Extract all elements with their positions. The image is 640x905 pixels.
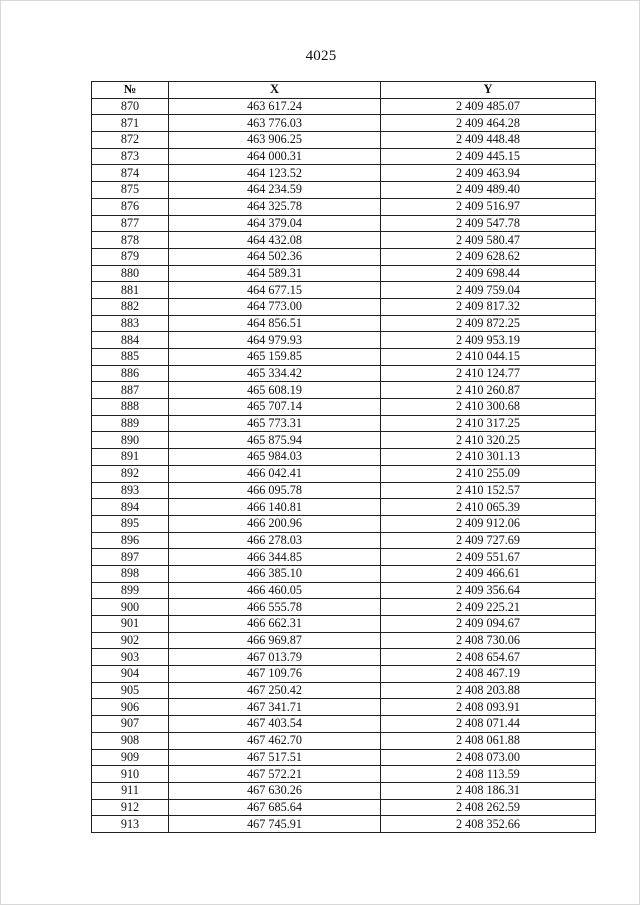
cell-number: 900 xyxy=(92,599,169,616)
cell-x: 465 334.42 xyxy=(169,365,381,382)
cell-number: 872 xyxy=(92,132,169,149)
cell-number: 899 xyxy=(92,582,169,599)
cell-y: 2 409 448.48 xyxy=(381,132,596,149)
cell-number: 896 xyxy=(92,532,169,549)
cell-x: 465 159.85 xyxy=(169,349,381,366)
cell-y: 2 410 152.57 xyxy=(381,482,596,499)
cell-number: 889 xyxy=(92,415,169,432)
cell-number: 870 xyxy=(92,98,169,115)
cell-x: 463 617.24 xyxy=(169,98,381,115)
cell-x: 466 460.05 xyxy=(169,582,381,599)
cell-number: 908 xyxy=(92,732,169,749)
cell-y: 2 408 073.00 xyxy=(381,749,596,766)
table-row xyxy=(92,499,596,516)
cell-y: 2 408 093.91 xyxy=(381,699,596,716)
cell-x: 463 776.03 xyxy=(169,115,381,132)
cell-y: 2 410 065.39 xyxy=(381,499,596,516)
table-row xyxy=(92,582,596,599)
table-row xyxy=(92,465,596,482)
cell-x: 465 875.94 xyxy=(169,432,381,449)
cell-x: 466 344.85 xyxy=(169,549,381,566)
cell-y: 2 410 320.25 xyxy=(381,432,596,449)
table-row xyxy=(92,432,596,449)
cell-y: 2 409 463.94 xyxy=(381,165,596,182)
cell-x: 467 250.42 xyxy=(169,682,381,699)
cell-x: 464 773.00 xyxy=(169,298,381,315)
cell-x: 464 432.08 xyxy=(169,232,381,249)
cell-y: 2 408 186.31 xyxy=(381,782,596,799)
cell-x: 467 403.54 xyxy=(169,716,381,733)
cell-number: 907 xyxy=(92,716,169,733)
cell-x: 466 555.78 xyxy=(169,599,381,616)
cell-x: 466 200.96 xyxy=(169,515,381,532)
cell-y: 2 409 759.04 xyxy=(381,282,596,299)
cell-number: 886 xyxy=(92,365,169,382)
table-row xyxy=(92,248,596,265)
cell-y: 2 408 203.88 xyxy=(381,682,596,699)
cell-x: 464 000.31 xyxy=(169,148,381,165)
cell-x: 464 325.78 xyxy=(169,198,381,215)
cell-number: 903 xyxy=(92,649,169,666)
cell-y: 2 409 698.44 xyxy=(381,265,596,282)
cell-x: 464 502.36 xyxy=(169,248,381,265)
header-x: X xyxy=(169,82,381,99)
table-row xyxy=(92,148,596,165)
cell-number: 898 xyxy=(92,565,169,582)
cell-x: 466 095.78 xyxy=(169,482,381,499)
table-row xyxy=(92,399,596,416)
cell-y: 2 408 262.59 xyxy=(381,799,596,816)
cell-number: 895 xyxy=(92,515,169,532)
table-row xyxy=(92,198,596,215)
table-row xyxy=(92,165,596,182)
cell-y: 2 410 300.68 xyxy=(381,399,596,416)
table-row xyxy=(92,816,596,833)
cell-y: 2 409 094.67 xyxy=(381,616,596,633)
table-row xyxy=(92,315,596,332)
cell-x: 464 677.15 xyxy=(169,282,381,299)
table-row xyxy=(92,782,596,799)
cell-x: 466 042.41 xyxy=(169,465,381,482)
cell-y: 2 409 912.06 xyxy=(381,515,596,532)
cell-y: 2 409 445.15 xyxy=(381,148,596,165)
cell-number: 905 xyxy=(92,682,169,699)
cell-number: 912 xyxy=(92,799,169,816)
cell-y: 2 409 489.40 xyxy=(381,182,596,199)
cell-number: 885 xyxy=(92,349,169,366)
cell-number: 911 xyxy=(92,782,169,799)
cell-number: 883 xyxy=(92,315,169,332)
cell-number: 890 xyxy=(92,432,169,449)
table-row xyxy=(92,799,596,816)
table-row xyxy=(92,549,596,566)
table-row xyxy=(92,666,596,683)
table-row xyxy=(92,766,596,783)
cell-number: 893 xyxy=(92,482,169,499)
cell-x: 466 140.81 xyxy=(169,499,381,516)
cell-number: 878 xyxy=(92,232,169,249)
cell-y: 2 409 551.67 xyxy=(381,549,596,566)
cell-number: 879 xyxy=(92,248,169,265)
cell-number: 871 xyxy=(92,115,169,132)
cell-x: 463 906.25 xyxy=(169,132,381,149)
table-row xyxy=(92,232,596,249)
cell-y: 2 408 113.59 xyxy=(381,766,596,783)
cell-number: 875 xyxy=(92,182,169,199)
table-row xyxy=(92,732,596,749)
cell-number: 901 xyxy=(92,616,169,633)
coordinates-table xyxy=(91,81,596,833)
cell-number: 910 xyxy=(92,766,169,783)
table-row xyxy=(92,482,596,499)
cell-x: 464 589.31 xyxy=(169,265,381,282)
page-number: 4025 xyxy=(305,48,337,64)
cell-x: 467 630.26 xyxy=(169,782,381,799)
cell-x: 467 745.91 xyxy=(169,816,381,833)
cell-number: 876 xyxy=(92,198,169,215)
cell-y: 2 409 356.64 xyxy=(381,582,596,599)
cell-number: 873 xyxy=(92,148,169,165)
cell-y: 2 408 352.66 xyxy=(381,816,596,833)
cell-y: 2 410 317.25 xyxy=(381,415,596,432)
cell-y: 2 409 628.62 xyxy=(381,248,596,265)
table-row xyxy=(92,98,596,115)
table-row xyxy=(92,599,596,616)
table-row xyxy=(92,365,596,382)
table-row xyxy=(92,115,596,132)
cell-x: 467 462.70 xyxy=(169,732,381,749)
table-row xyxy=(92,298,596,315)
table-row xyxy=(92,382,596,399)
cell-x: 467 013.79 xyxy=(169,649,381,666)
cell-number: 906 xyxy=(92,699,169,716)
cell-y: 2 410 301.13 xyxy=(381,449,596,466)
cell-y: 2 410 044.15 xyxy=(381,349,596,366)
table-row xyxy=(92,515,596,532)
table-row xyxy=(92,682,596,699)
cell-y: 2 409 580.47 xyxy=(381,232,596,249)
cell-x: 466 662.31 xyxy=(169,616,381,633)
cell-y: 2 409 225.21 xyxy=(381,599,596,616)
table-row xyxy=(92,449,596,466)
cell-number: 884 xyxy=(92,332,169,349)
table-row xyxy=(92,282,596,299)
table-header-row xyxy=(92,82,596,99)
cell-number: 881 xyxy=(92,282,169,299)
table-row xyxy=(92,716,596,733)
cell-y: 2 408 654.67 xyxy=(381,649,596,666)
cell-y: 2 410 255.09 xyxy=(381,465,596,482)
cell-x: 465 608.19 xyxy=(169,382,381,399)
cell-x: 467 517.51 xyxy=(169,749,381,766)
cell-x: 467 341.71 xyxy=(169,699,381,716)
cell-number: 897 xyxy=(92,549,169,566)
cell-x: 464 123.52 xyxy=(169,165,381,182)
cell-number: 888 xyxy=(92,399,169,416)
table-row xyxy=(92,749,596,766)
cell-x: 464 979.93 xyxy=(169,332,381,349)
header-y: Y xyxy=(381,82,596,99)
cell-y: 2 408 730.06 xyxy=(381,632,596,649)
table-row xyxy=(92,699,596,716)
cell-y: 2 410 260.87 xyxy=(381,382,596,399)
cell-y: 2 408 071.44 xyxy=(381,716,596,733)
cell-number: 894 xyxy=(92,499,169,516)
cell-x: 467 685.64 xyxy=(169,799,381,816)
header-number: № xyxy=(92,82,169,99)
cell-x: 467 109.76 xyxy=(169,666,381,683)
cell-number: 877 xyxy=(92,215,169,232)
table-row xyxy=(92,349,596,366)
cell-y: 2 410 124.77 xyxy=(381,365,596,382)
cell-number: 913 xyxy=(92,816,169,833)
table-row xyxy=(92,415,596,432)
table-row xyxy=(92,182,596,199)
cell-x: 466 969.87 xyxy=(169,632,381,649)
table-row xyxy=(92,565,596,582)
cell-number: 880 xyxy=(92,265,169,282)
cell-y: 2 408 467.19 xyxy=(381,666,596,683)
table-body xyxy=(92,98,596,832)
cell-x: 464 379.04 xyxy=(169,215,381,232)
cell-y: 2 409 516.97 xyxy=(381,198,596,215)
cell-number: 874 xyxy=(92,165,169,182)
cell-x: 466 385.10 xyxy=(169,565,381,582)
cell-x: 467 572.21 xyxy=(169,766,381,783)
table-row xyxy=(92,616,596,633)
cell-number: 904 xyxy=(92,666,169,683)
cell-x: 466 278.03 xyxy=(169,532,381,549)
cell-number: 887 xyxy=(92,382,169,399)
cell-x: 464 234.59 xyxy=(169,182,381,199)
cell-y: 2 409 953.19 xyxy=(381,332,596,349)
table-row xyxy=(92,632,596,649)
cell-y: 2 408 061.88 xyxy=(381,732,596,749)
cell-y: 2 409 466.61 xyxy=(381,565,596,582)
table-row xyxy=(92,532,596,549)
cell-y: 2 409 485.07 xyxy=(381,98,596,115)
table-row xyxy=(92,265,596,282)
cell-x: 465 707.14 xyxy=(169,399,381,416)
cell-number: 909 xyxy=(92,749,169,766)
cell-y: 2 409 727.69 xyxy=(381,532,596,549)
cell-number: 892 xyxy=(92,465,169,482)
cell-x: 465 984.03 xyxy=(169,449,381,466)
cell-y: 2 409 817.32 xyxy=(381,298,596,315)
cell-x: 464 856.51 xyxy=(169,315,381,332)
cell-y: 2 409 547.78 xyxy=(381,215,596,232)
cell-y: 2 409 464.28 xyxy=(381,115,596,132)
table-row xyxy=(92,332,596,349)
cell-number: 891 xyxy=(92,449,169,466)
cell-number: 882 xyxy=(92,298,169,315)
table-row xyxy=(92,132,596,149)
table-row xyxy=(92,649,596,666)
cell-x: 465 773.31 xyxy=(169,415,381,432)
cell-y: 2 409 872.25 xyxy=(381,315,596,332)
table-row xyxy=(92,215,596,232)
cell-number: 902 xyxy=(92,632,169,649)
